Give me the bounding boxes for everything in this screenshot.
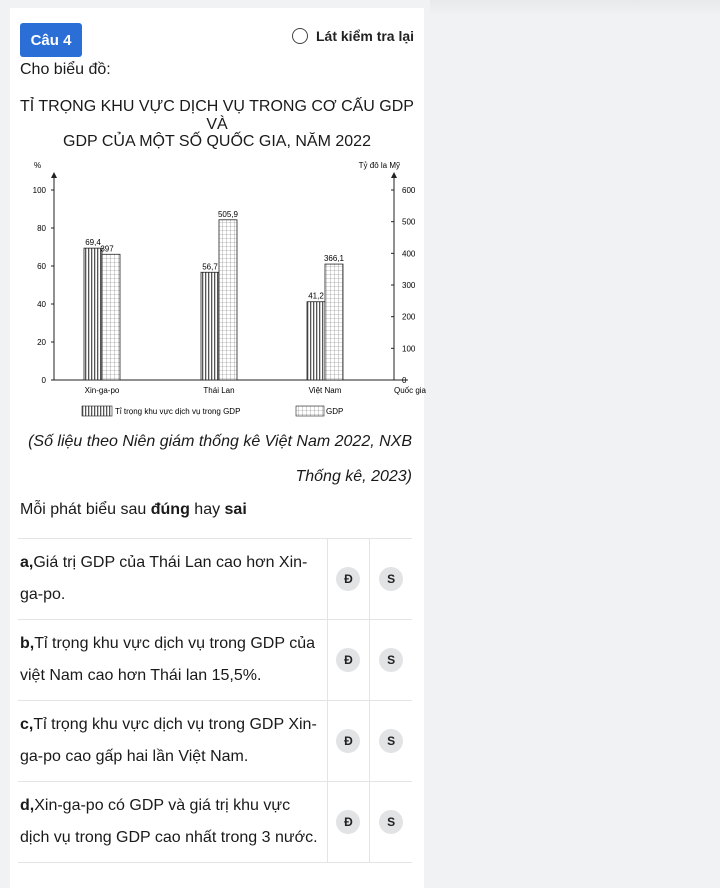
statement-d <box>18 782 327 863</box>
question-true-word: đúng <box>150 501 190 518</box>
gdp-bar-label: 505,9 <box>217 209 239 219</box>
right-axis-arrow-icon <box>391 172 397 178</box>
option-true-a-cell <box>327 539 370 620</box>
statement-c <box>18 701 327 782</box>
question-prefix: Mỗi phát biểu sau <box>20 501 151 518</box>
option-false-c-cell <box>370 701 412 782</box>
statement-label: a, <box>20 554 34 571</box>
gdp-bar-label: 397 <box>100 244 114 254</box>
share-bar <box>307 302 325 380</box>
share-bar-label: 56,7 <box>202 262 218 272</box>
statement-label: b, <box>20 635 35 652</box>
statement-b <box>18 620 327 701</box>
share-bar <box>84 248 102 380</box>
statement-row-b <box>18 620 412 701</box>
statement-label: d, <box>20 797 35 814</box>
left-axis-arrow-icon <box>51 172 57 178</box>
chart-title-line-1: TỈ TRỌNG KHU VỰC DỊCH VỤ TRONG CƠ CẤU GDP VÀ <box>20 98 414 133</box>
right-tick-label: 500 <box>402 217 416 227</box>
review-later-toggle[interactable] <box>292 28 414 44</box>
option-true-d-cell <box>327 782 370 863</box>
share-bar-label: 69,4 <box>85 238 101 248</box>
statement-row-c <box>18 701 412 782</box>
intro-text: Cho biểu đồ: <box>20 61 111 78</box>
question-prompt <box>20 501 247 519</box>
category-label: Việt Nam <box>308 386 342 395</box>
option-true-b-cell <box>327 620 370 701</box>
review-later-label: Lát kiểm tra lại <box>316 28 415 44</box>
option-true-d[interactable]: Đ <box>336 810 360 834</box>
legend-share-swatch <box>82 406 112 416</box>
right-tick-label: 100 <box>402 344 416 354</box>
legend-share-label: Tỉ trọng khu vực dịch vụ trong GDP <box>115 407 241 416</box>
gdp-bar <box>325 264 343 380</box>
gdp-bar <box>219 220 237 380</box>
category-label: Xin-ga-po <box>84 386 120 395</box>
combo-chart <box>22 154 427 424</box>
left-tick-label: 60 <box>37 262 46 271</box>
legend-gdp-label: GDP <box>326 407 344 416</box>
option-false-d-cell <box>370 782 412 863</box>
left-axis-label: % <box>34 161 42 170</box>
x-axis-label: Quốc gia <box>393 386 427 395</box>
question-false-word: sai <box>224 501 247 518</box>
left-tick-label: 80 <box>37 224 46 233</box>
share-bar-label: 41,2 <box>308 291 324 301</box>
option-false-a-cell <box>370 539 412 620</box>
option-false-a[interactable]: S <box>379 567 403 591</box>
option-true-c-cell <box>327 701 370 782</box>
right-axis-label: Tỷ đô la Mỹ <box>358 161 400 170</box>
source-line-2: Thống kê, 2023) <box>295 468 412 485</box>
statement-text: Xin-ga-po có GDP và giá trị khu vực dịch vụ trong GDP cao nhất trong 3 nước. <box>20 797 318 846</box>
option-false-c[interactable]: S <box>379 729 403 753</box>
background-strip <box>430 0 720 16</box>
statement-row-a <box>18 539 412 620</box>
chart-title-line-2: GDP CỦA MỘT SỐ QUỐC GIA, NĂM 2022 <box>63 133 371 150</box>
left-tick-label: 40 <box>37 300 46 309</box>
legend-gdp-swatch <box>296 406 324 416</box>
option-false-b-cell <box>370 620 412 701</box>
gdp-bar-label: 366,1 <box>323 254 345 264</box>
option-true-b[interactable]: Đ <box>336 648 360 672</box>
true-false-table <box>18 538 412 863</box>
statement-label: c, <box>20 716 34 733</box>
question-number-badge: Câu 4 <box>20 23 82 57</box>
category-label: Thái Lan <box>203 386 235 395</box>
left-tick-label: 20 <box>37 338 46 347</box>
right-tick-label: 600 <box>402 186 416 195</box>
radio-circle-icon[interactable] <box>292 28 308 44</box>
statement-text: Giá trị GDP của Thái Lan cao hơn Xin-ga-po. <box>20 554 308 603</box>
question-card <box>10 8 427 888</box>
right-tick-label: 300 <box>402 281 416 290</box>
left-tick-label: 100 <box>32 186 46 195</box>
statement-text: Tỉ trọng khu vực dịch vụ trong GDP Xin-ga-po cao gấp hai lần Việt Nam. <box>20 716 317 765</box>
right-tick-label: 0 <box>402 376 407 385</box>
option-true-c[interactable]: Đ <box>336 729 360 753</box>
source-line-1: (Số liệu theo Niên giám thống kê Việt Nam 2022, NXB <box>28 433 412 450</box>
statement-text: Tỉ trọng khu vực dịch vụ trong GDP của việt Nam cao hơn Thái lan 15,5%. <box>20 635 315 684</box>
statement-row-d <box>18 782 412 863</box>
question-mid: hay <box>189 501 225 518</box>
share-bar <box>201 272 219 380</box>
right-tick-label: 400 <box>402 249 416 259</box>
right-tick-label: 200 <box>402 312 416 322</box>
option-false-b[interactable]: S <box>379 648 403 672</box>
gdp-bar <box>102 254 120 380</box>
option-true-a[interactable]: Đ <box>336 567 360 591</box>
statement-a <box>18 539 327 620</box>
left-tick-label: 0 <box>41 376 46 385</box>
option-false-d[interactable]: S <box>379 810 403 834</box>
